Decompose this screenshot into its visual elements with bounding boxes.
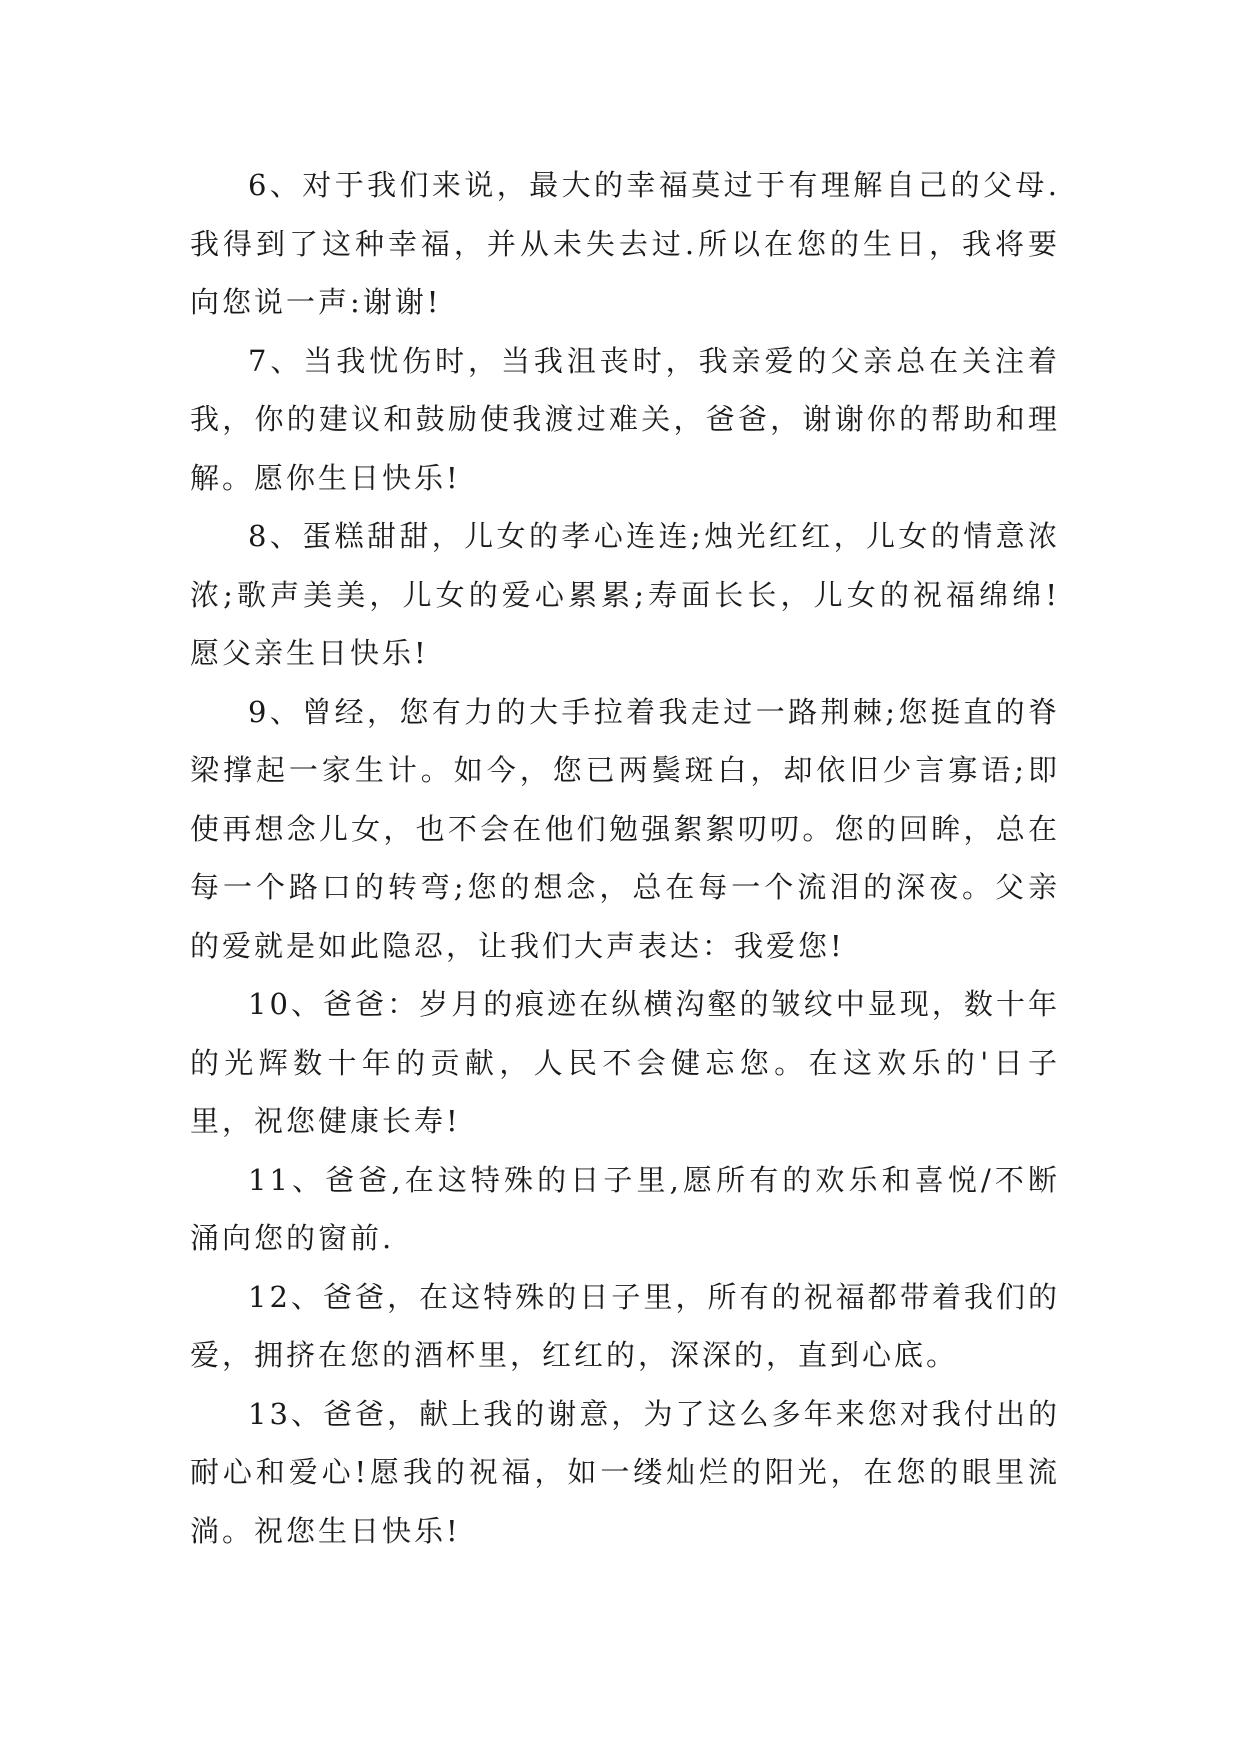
paragraph-10: 10、爸爸：岁月的痕迹在纵横沟壑的皱纹中显现，数十年的光辉数十年的贡献，人民不会健忘您。在这欢乐的'日子里，祝您健康长寿! xyxy=(190,987,1060,1138)
paragraph-11: 11、爸爸,在这特殊的日子里,愿所有的欢乐和喜悦/不断涌向您的窗前. xyxy=(190,1162,1060,1255)
paragraph-9: 9、曾经，您有力的大手拉着我走过一路荆棘;您挺直的脊梁撑起一家生计。如今，您已两鬓斑白，却依旧少言寡语;即使再想念儿女，也不会在他们勉强絮絮叨叨。您的回眸，总在每一个路口的转弯;您的想念，总在每一个流泪的深夜。父亲的爱就是如此隐忍，让我们大声表达：我爱您! xyxy=(190,694,1060,963)
document-body xyxy=(190,156,1060,1560)
paragraph-7: 7、当我忧伤时，当我沮丧时，我亲爱的父亲总在关注着我，你的建议和鼓励使我渡过难关，爸爸，谢谢你的帮助和理解。愿你生日快乐! xyxy=(190,343,1060,495)
paragraph-8: 8、蛋糕甜甜，儿女的孝心连连;烛光红红，儿女的情意浓浓;歌声美美，儿女的爱心累累;寿面长长，儿女的祝福绵绵!愿父亲生日快乐! xyxy=(190,519,1060,670)
paragraph-6: 6、对于我们来说，最大的幸福莫过于有理解自己的父母.我得到了这种幸福，并从未失去过.所以在您的生日，我将要向您说一声:谢谢! xyxy=(190,168,1060,319)
paragraph-13: 13、爸爸，献上我的谢意，为了这么多年来您对我付出的耐心和爱心!愿我的祝福，如一缕灿烂的阳光，在您的眼里流淌。祝您生日快乐! xyxy=(190,1396,1060,1548)
paragraph-12: 12、爸爸，在这特殊的日子里，所有的祝福都带着我们的爱，拥挤在您的酒杯里，红红的，深深的，直到心底。 xyxy=(190,1279,1060,1372)
